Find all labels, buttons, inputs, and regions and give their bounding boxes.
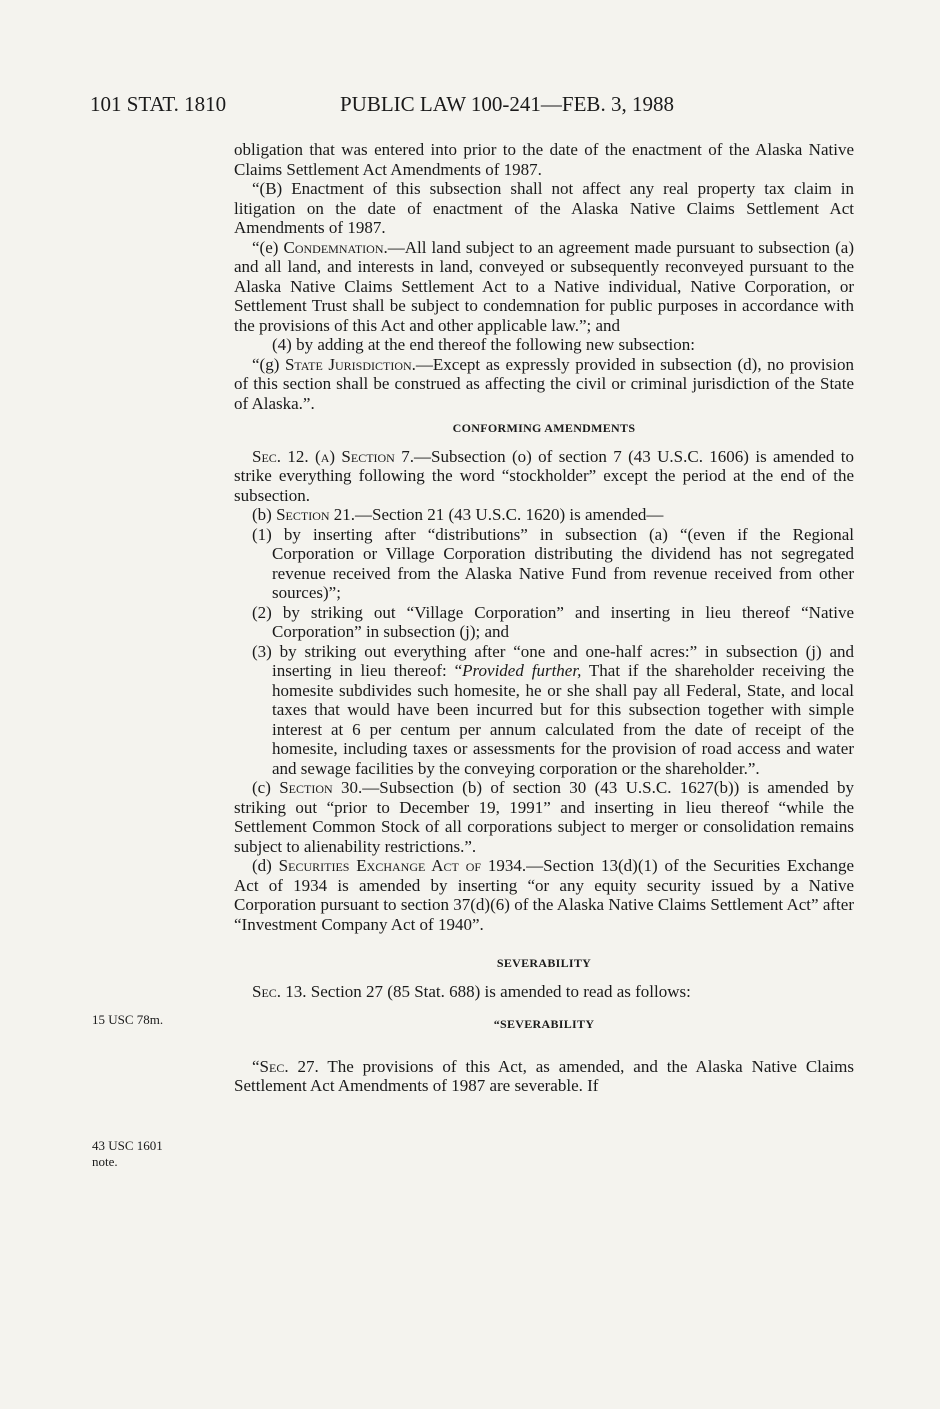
paragraph-3-striking: (3) by striking out everything after “one and one-half acres:” in subsection (j) and inserting in lieu thereof: “Provided further, That if the shareholder receiving the homesite subdivides such homesite, he or she shall pay all Federal, State, and local taxes that would have been incurred but for this subsection together with simple interest at 6 per centum per annum calculated from the date of receipt of the homesite, including taxes or assessments for the provision of road access and water and sewage facilities by the conveying corporation or the shareholder.”. (252, 641, 854, 778)
body-text (234, 140, 854, 1096)
paragraph-b-section-21: (b) Section 21.—Section 21 (43 U.S.C. 1620) is amended— (252, 505, 664, 524)
paragraph-sec-27: “Sec. 27. The provisions of this Act, as amended, and the Alaska Native Claims Settlement Act Amendments of 1987 are severable. If (234, 1056, 854, 1095)
paragraph-b-enactment: “(B) Enactment of this subsection shall not affect any real property tax claim in litigation on the date of enactment of the Alaska Native Claims Settlement Act Amendments of 1987. (234, 179, 854, 237)
condemnation-caption: Condemnation. (283, 237, 388, 257)
state-jurisdiction-caption: State Jurisdiction. (284, 354, 416, 374)
paragraph-obligation: obligation that was entered into prior to the date of the enactment of the Alaska Native Claims Settlement Act Amendments of 1987. (234, 140, 854, 179)
heading-severability: SEVERABILITY (496, 956, 592, 970)
heading-conforming-amendments: CONFORMING AMENDMENTS (452, 421, 636, 435)
paragraph-sec-12-a: Sec. 12. (a) Section 7.—Subsection (o) of section 7 (43 U.S.C. 1606) is amended to strike everything following the word “stockholder” except the period at the end of the subsection. (234, 446, 855, 505)
paragraph-d-securities-exchange: (d) Securities Exchange Act of 1934.—Section 13(d)(1) of the Securities Exchange Act of 1934 is amended by inserting “or any equity security issued by a Native Corporation pursuant to section 37(d)(6) of the Alaska Native Claims Settlement Act” after “Investment Company Act of 1940”. (234, 856, 854, 934)
provided-further: Provided further, (462, 661, 582, 680)
securities-exchange-caption: Securities Exchange Act of 1934. (278, 856, 527, 875)
heading-severability-quoted: “SEVERABILITY (493, 1017, 595, 1031)
section-30-caption: Section 30. (279, 778, 363, 797)
margin-note-43-usc-1601 (92, 1138, 212, 1170)
paragraph-g-state-jurisdiction: “(g) State Jurisdiction.—Except as expressly provided in subsection (d), no provision of this section shall be construed as affecting the civil or criminal jurisdiction of the State of Alaska.”. (234, 354, 854, 413)
margin-note-15-usc-78m: 15 USC 78m. (92, 1012, 164, 1027)
paragraph-e-condemnation: “(e) Condemnation.—All land subject to an agreement made pursuant to subsection (a) and all land, and interests in land, conveyed or subsequently reconveyed pursuant to the Alaska Native Claims Settlement Act to a Native individual, Native Corporation, or Settlement Trust shall be subject to condemnation for public purposes in accordance with the provisions of this Act and other applicable law.”; and (234, 237, 854, 335)
paragraph-2-striking: (2) by striking out “Village Corporation” and inserting in lieu thereof “Native Corporation” in subsection (j); and (252, 602, 854, 641)
statute-page-number: 101 STAT. 1810 (90, 92, 227, 116)
paragraph-c-section-30: (c) Section 30.—Subsection (b) of section 30 (43 U.S.C. 1627(b)) is amended by striking out “prior to December 19, 1991” and inserting in lieu thereof “while the Settlement Common Stock of all corporations subject to merger or consolidation remains subject to alienability restrictions.”. (234, 778, 854, 856)
section-7-caption: Section 7. (341, 446, 414, 466)
margin-note-line-2: note. (92, 1154, 118, 1169)
paragraph-1-inserting: (1) by inserting after “distributions” in subsection (a) “(even if the Regional Corporation or Village Corporation distributing the dividend has not segregated revenue received from the Alaska Native Fund from revenue received from other sources)”; (252, 524, 854, 602)
section-21-caption: Section 21. (276, 505, 356, 524)
paragraph-4-adding: (4) by adding at the end thereof the following new subsection: (272, 335, 695, 354)
margin-note-line-1: 43 USC 1601 (92, 1138, 163, 1153)
paragraph-sec-13: Sec. 13. Section 27 (85 Stat. 688) is amended to read as follows: (252, 981, 691, 1001)
public-law-title: PUBLIC LAW 100-241—FEB. 3, 1988 (340, 92, 674, 116)
